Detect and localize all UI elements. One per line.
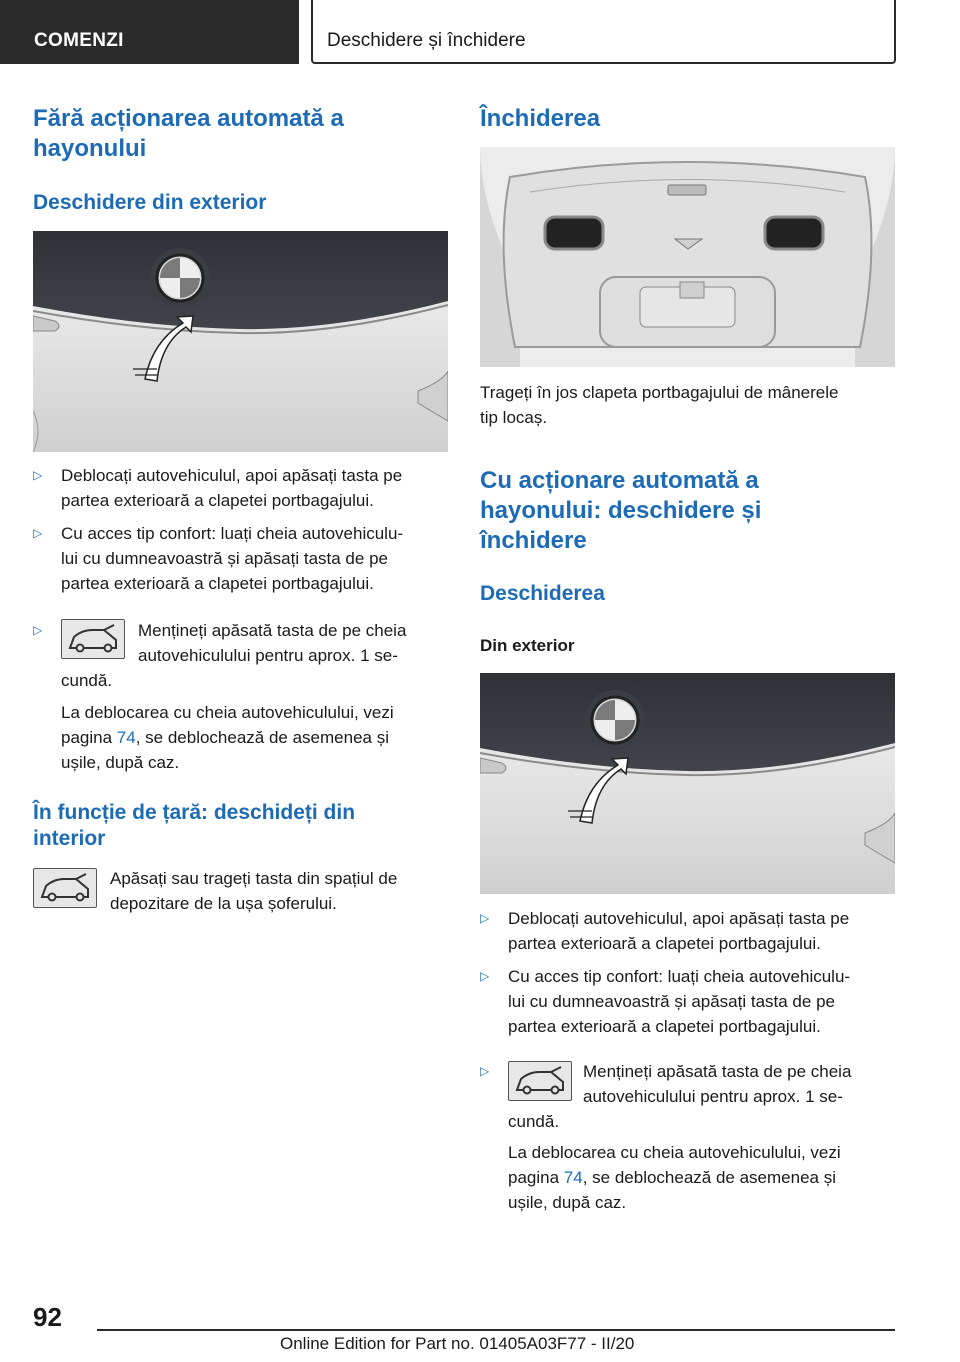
page-link[interactable]: 74 (563, 1168, 583, 1187)
bullet-mark: ▷ (480, 911, 490, 925)
topic-tab (311, 0, 896, 64)
tailgate-button-photo-2 (480, 673, 895, 894)
edition-text: Online Edition for Part no. 01405A03F77 - II/20 (280, 1334, 635, 1353)
section-title: COMENZI (34, 30, 124, 51)
heading-country-interior: În funcție de țară: deschideți din interior (33, 801, 356, 850)
note-paragraph: La deblocarea cu cheia autovehiculului, vezi pagina 74, se deblochează de asemenea și ușile, după caz. (508, 1143, 841, 1212)
bullet-mark: ▷ (33, 623, 43, 637)
bullet-mark: ▷ (33, 526, 43, 540)
bullet-mark: ▷ (480, 969, 490, 983)
bullet-mark: ▷ (33, 468, 43, 482)
heading-opening: Deschiderea (480, 582, 605, 605)
heading-closing: Închiderea (480, 105, 601, 132)
heading-open-exterior: Deschidere din exterior (33, 191, 267, 214)
note-paragraph: La deblocarea cu cheia autovehiculului, vezi pagina 74, se deblochează de asemenea și ușile, după caz. (61, 703, 394, 772)
tailgate-key-icon (61, 619, 125, 659)
tailgate-key-icon (508, 1061, 572, 1101)
section-tab (0, 0, 299, 64)
tailgate-button-photo (33, 231, 448, 452)
interior-button-icon (33, 868, 97, 908)
heading-no-auto: Fără acționarea automată a hayonului (33, 105, 344, 162)
footer-divider (97, 1329, 895, 1331)
bullet-mark: ▷ (480, 1064, 490, 1078)
heading-auto-operation: Cu acționare automată a hayonului: deschidere și închidere (480, 467, 762, 554)
topic-title: Deschidere și închidere (327, 30, 526, 51)
heading-from-exterior: Din exterior (480, 636, 575, 655)
page-number: 92 (33, 1302, 62, 1332)
tailgate-interior-photo (480, 147, 895, 367)
page-link[interactable]: 74 (116, 728, 136, 747)
